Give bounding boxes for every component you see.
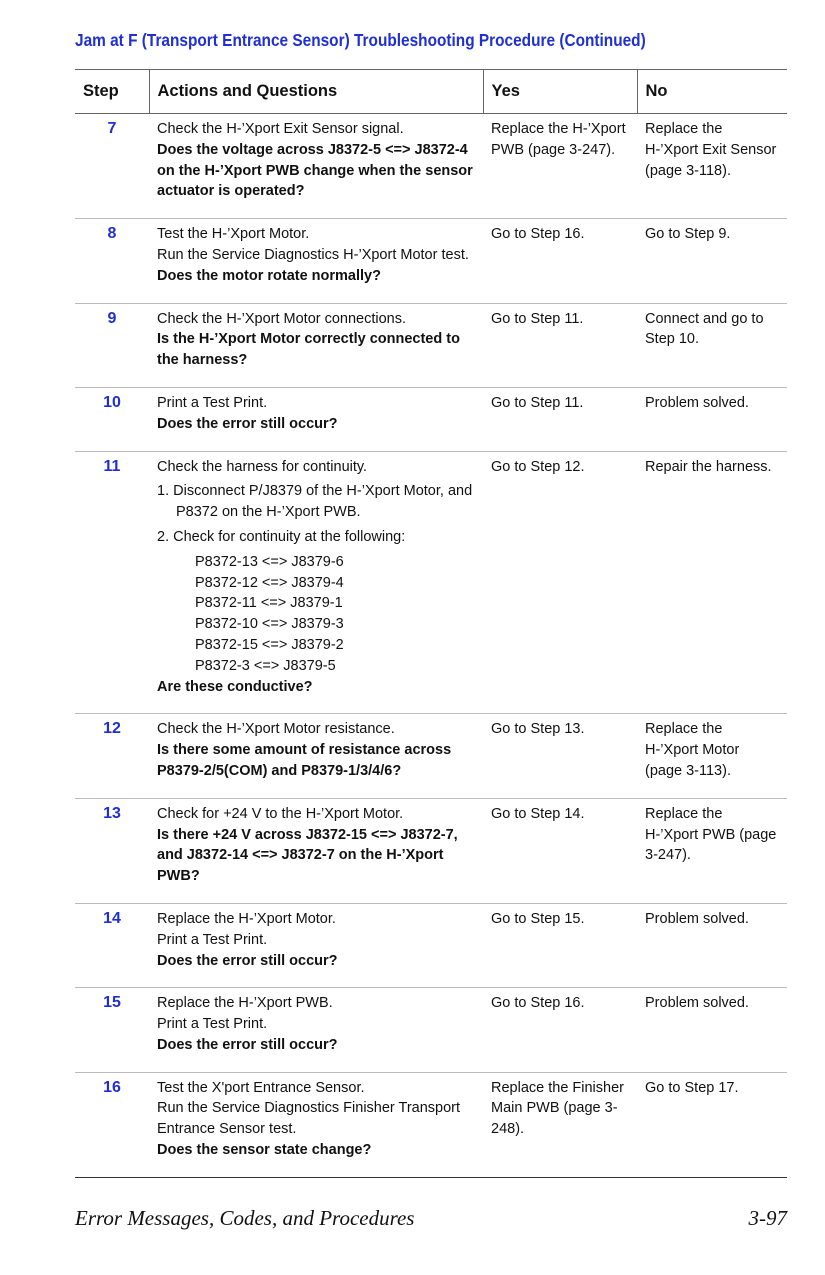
pin-pair: P8372-3 <=> J8379-5 (195, 657, 336, 674)
pin-list (157, 552, 475, 677)
step-number: 7 (75, 114, 149, 219)
sub-step: 2. Check for continuity at the following: (157, 528, 406, 545)
question-text: Does the voltage across J8372-5 <=> J8372-4 on the H-’Xport PWB change when the sensor actuator is operated? (157, 141, 473, 200)
table-row (75, 303, 787, 387)
step-number: 10 (75, 387, 149, 451)
action-text: Run the Service Diagnostics Finisher Transport Entrance Sensor test. (157, 1100, 461, 1138)
pin-pair: P8372-13 <=> J8379-6 (195, 553, 344, 570)
action-text: Print a Test Print. (157, 1016, 268, 1033)
pin-pair: P8372-15 <=> J8379-2 (195, 636, 344, 653)
pin-pair: P8372-11 <=> J8379-1 (195, 595, 343, 612)
yes-cell: Go to Step 14. (483, 798, 637, 903)
table-row (75, 903, 787, 987)
action-text: Print a Test Print. (157, 931, 268, 948)
no-cell: Problem solved. (637, 387, 787, 451)
step-number: 16 (75, 1072, 149, 1177)
actions-cell (149, 219, 483, 303)
no-cell: Connect and go to Step 10. (637, 303, 787, 387)
table-row (75, 219, 787, 303)
question-text: Is there some amount of resistance across P8379-2/5(COM) and P8379-1/3/4/6? (157, 742, 452, 779)
actions-cell (149, 903, 483, 987)
actions-cell (149, 1072, 483, 1177)
action-text: Replace the H-’Xport Motor. (157, 910, 336, 927)
step-number: 12 (75, 714, 149, 798)
pin-pair: P8372-10 <=> J8379-3 (195, 616, 344, 633)
step-number: 13 (75, 798, 149, 903)
action-text: Test the H-’Xport Motor. (157, 226, 310, 243)
action-text: Test the X'port Entrance Sensor. (157, 1079, 365, 1096)
troubleshooting-table (75, 69, 787, 1178)
footer-section-title: Error Messages, Codes, and Procedures (75, 1206, 415, 1230)
action-text: Run the Service Diagnostics H-’Xport Motor test. (157, 246, 469, 263)
pin-pair: P8372-12 <=> J8379-4 (195, 574, 344, 591)
table-row (75, 114, 787, 219)
no-cell: Problem solved. (637, 903, 787, 987)
no-cell: Go to Step 9. (637, 219, 787, 303)
yes-cell: Go to Step 15. (483, 903, 637, 987)
yes-cell: Go to Step 11. (483, 303, 637, 387)
yes-cell: Go to Step 16. (483, 219, 637, 303)
step-number: 15 (75, 988, 149, 1072)
question-text: Does the sensor state change? (157, 1142, 372, 1159)
no-cell: Replace the H-’Xport PWB (page 3-247). (637, 798, 787, 903)
step-number: 11 (75, 451, 149, 714)
yes-cell: Replace the H-’Xport PWB (page 3-247). (483, 114, 637, 219)
page-title: Jam at F (Transport Entrance Sensor) Troubleshooting Procedure (Continued) (75, 30, 646, 50)
question-text: Are these conductive? (157, 678, 313, 695)
action-text: Check the harness for continuity. (157, 458, 368, 475)
action-text: Check for +24 V to the H-’Xport Motor. (157, 805, 404, 822)
question-text: Does the error still occur? (157, 1036, 338, 1053)
table-row (75, 798, 787, 903)
actions-cell (149, 798, 483, 903)
actions-cell (149, 451, 483, 714)
no-cell: Replace the H-’Xport Motor (page 3-113). (637, 714, 787, 798)
header-step: Step (75, 70, 149, 114)
actions-cell (149, 303, 483, 387)
header-actions: Actions and Questions (149, 70, 483, 114)
actions-cell (149, 387, 483, 451)
action-text: Check the H-’Xport Motor resistance. (157, 721, 395, 738)
table-row (75, 714, 787, 798)
no-cell: Go to Step 17. (637, 1072, 787, 1177)
action-text: Replace the H-’Xport PWB. (157, 995, 333, 1012)
yes-cell: Go to Step 16. (483, 988, 637, 1072)
actions-cell (149, 714, 483, 798)
table-row (75, 451, 787, 714)
yes-cell: Replace the Finisher Main PWB (page 3-248). (483, 1072, 637, 1177)
page-number: 3-97 (748, 1206, 787, 1230)
step-number: 14 (75, 903, 149, 987)
question-text: Does the error still occur? (157, 952, 338, 969)
header-yes: Yes (483, 70, 637, 114)
no-cell: Problem solved. (637, 988, 787, 1072)
table-row (75, 988, 787, 1072)
no-cell: Repair the harness. (637, 451, 787, 714)
yes-cell: Go to Step 12. (483, 451, 637, 714)
action-text: Check the H-’Xport Exit Sensor signal. (157, 121, 404, 137)
question-text: Does the error still occur? (157, 415, 338, 432)
header-no: No (637, 70, 787, 114)
question-text: Is there +24 V across J8372-15 <=> J8372-7, and J8372-14 <=> J8372-7 on the H-’Xport PWB? (157, 826, 458, 885)
action-text: Check the H-’Xport Motor connections. (157, 310, 407, 327)
no-cell: Replace the H-’Xport Exit Sensor (page 3-118). (637, 114, 787, 219)
action-text: Print a Test Print. (157, 394, 268, 411)
table-header-row (75, 70, 787, 114)
question-text: Does the motor rotate normally? (157, 267, 381, 284)
yes-cell: Go to Step 13. (483, 714, 637, 798)
step-number: 8 (75, 219, 149, 303)
question-text: Is the H-’Xport Motor correctly connected to the harness? (157, 331, 460, 369)
actions-cell (149, 988, 483, 1072)
step-number: 9 (75, 303, 149, 387)
table-row (75, 1072, 787, 1177)
yes-cell: Go to Step 11. (483, 387, 637, 451)
sub-step: 1. Disconnect P/J8379 of the H-’Xport Motor, and P8372 on the H-’Xport PWB. (157, 483, 473, 521)
table-row (75, 387, 787, 451)
actions-cell (149, 114, 483, 219)
